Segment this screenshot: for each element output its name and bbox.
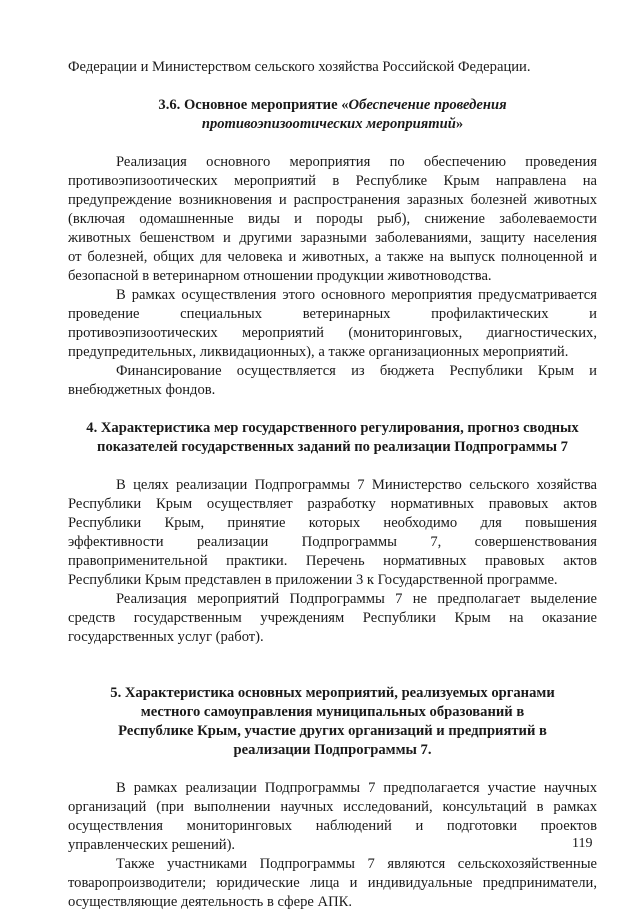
section-4-paragraph-2 — [68, 590, 597, 647]
paragraph-line: государственных услуг (работ). — [68, 629, 264, 645]
paragraph-line: В рамках осуществления этого основного мероприятия предусматривается — [116, 287, 597, 303]
paragraph-line: В целях реализации Подпрограммы 7 Министерство сельского хозяйства — [116, 477, 597, 493]
section-5-paragraph-2 — [68, 855, 597, 912]
top-line: Федерации и Министерством сельского хозяйства Российской Федерации. — [68, 59, 531, 75]
heading-line: местного самоуправления муниципальных образований в — [140, 704, 525, 720]
paragraph-line: внебюджетных фондов. — [68, 382, 216, 398]
paragraph-line: осуществляющие деятельность в сфере АПК. — [68, 894, 352, 910]
document-page — [68, 58, 597, 912]
paragraph-line: Республики Крым, принятие которых необходимо для повышения — [68, 515, 597, 531]
section-5-paragraph-1 — [68, 779, 597, 855]
paragraph-line: правоприменительной практики. Перечень нормативных правовых актов — [68, 553, 597, 569]
section-3-6-heading-suffix: » — [455, 116, 464, 132]
paragraph-line: противоэпизоотических мероприятий в Республике Крым направлена на — [68, 173, 597, 189]
paragraph-line: проведение специальных ветеринарных профилактических и — [68, 306, 597, 322]
paragraph-line: противоэпизоотических мероприятий (мониторинговых, диагностических, — [68, 325, 597, 341]
paragraph-line: управленческих решений). — [68, 837, 236, 853]
paragraph-line: организаций (при выполнении научных исследований, консультаций в рамках — [68, 799, 597, 815]
section-5-heading — [68, 684, 597, 760]
section-4-heading — [68, 419, 597, 457]
paragraph-line: безопасной в ветеринарном отношении продукции животноводства. — [68, 268, 492, 284]
paragraph-line: Реализация основного мероприятия по обеспечению проведения — [116, 154, 597, 170]
heading-line: 5. Характеристика основных мероприятий, реализуемых органами — [110, 685, 555, 701]
section-3-6-heading — [68, 96, 597, 134]
section-3-6-paragraph-1 — [68, 153, 597, 286]
heading-line: Республике Крым, участие других организаций и предприятий в — [118, 723, 547, 739]
section-3-6-heading-em-1: Обеспечение проведения — [348, 97, 507, 113]
heading-line: показателей государственных заданий по реализации Подпрограммы 7 — [97, 439, 568, 455]
heading-line: реализации Подпрограммы 7. — [233, 742, 432, 758]
page-number: 119 — [572, 836, 593, 851]
section-3-6-heading-prefix: 3.6. Основное мероприятие « — [158, 97, 349, 113]
paragraph-line: предупредительных, ликвидационных), а также организационных мероприятий. — [68, 344, 569, 360]
section-3-6-paragraph-2 — [68, 286, 597, 362]
paragraph-line: от болезней, общих для человека и животных, а также на выпуск полноценной и — [68, 249, 597, 265]
paragraph-line: Республики Крым осуществляет разработку нормативных правовых актов — [68, 496, 597, 512]
paragraph-line: Финансирование осуществляется из бюджета Республики Крым и — [116, 363, 597, 379]
paragraph-line: эффективности реализации Подпрограммы 7, совершенствования — [68, 534, 597, 550]
section-3-6-heading-em-2: противоэпизоотических мероприятий — [201, 116, 456, 132]
paragraph-line: животных бешенством и другими заразными заболеваниями, защиту населения — [68, 230, 597, 246]
paragraph-line: Также участниками Подпрограммы 7 являются сельскохозяйственные — [116, 856, 597, 872]
section-3-6-paragraph-3 — [68, 362, 597, 400]
paragraph-line: осуществления мониторинговых наблюдений и подготовки проектов — [68, 818, 597, 834]
paragraph-line: Реализация мероприятий Подпрограммы 7 не предполагает выделение — [116, 591, 597, 607]
paragraph-line: предупреждение возникновения и распространения заразных болезней животных — [68, 192, 597, 208]
paragraph-line: В рамках реализации Подпрограммы 7 предполагается участие научных — [116, 780, 597, 796]
paragraph-line: (включая одомашненные виды и породы рыб), снижение заболеваемости — [68, 211, 597, 227]
paragraph-line: Республики Крым представлен в приложении 3 к Государственной программе. — [68, 572, 558, 588]
paragraph-line: средств государственным учреждениям Республики Крым на оказание — [68, 610, 597, 626]
section-4-paragraph-1 — [68, 476, 597, 590]
paragraph-line: товаропроизводители; юридические лица и индивидуальные предприниматели, — [68, 875, 597, 891]
heading-line: 4. Характеристика мер государственного регулирования, прогноз сводных — [86, 420, 579, 436]
